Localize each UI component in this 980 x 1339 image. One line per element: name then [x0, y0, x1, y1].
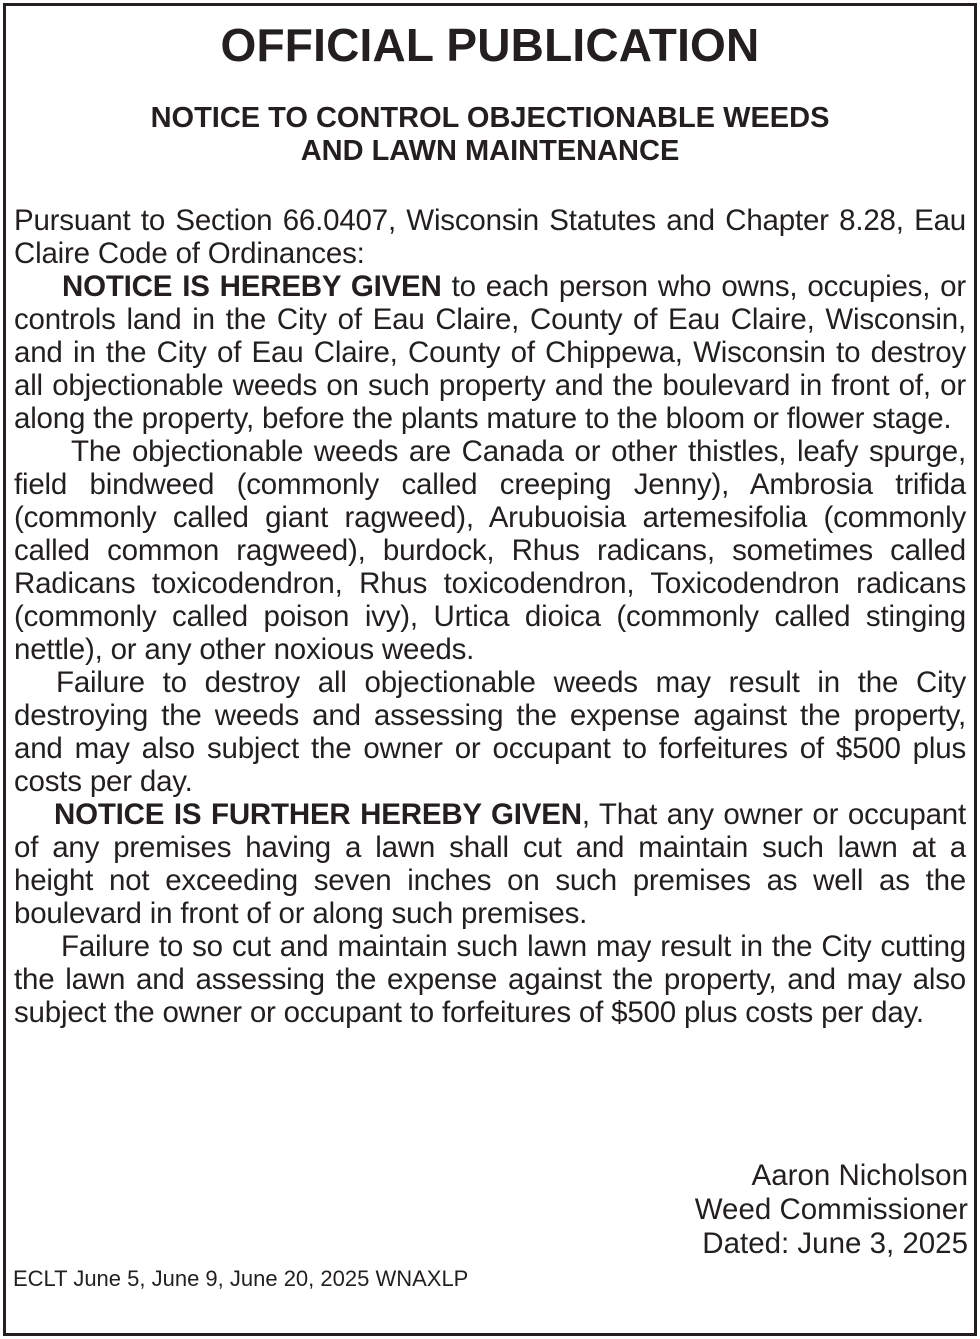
page-title: OFFICIAL PUBLICATION: [220, 19, 760, 71]
weeds-notice-text: to each person who owns, occupies, or controls land in the City of Eau Claire, County of Eau Claire, Wisconsin, and in the City of Eau Claire, County of Chippewa, Wisconsin to destroy all objectionable weeds on such property and the boulevard in front of, or along the property, before the plants mature to the bloom or flower stage.: [14, 270, 966, 435]
legal-notice: [14, 16, 966, 1029]
lawn-notice-text: , That any owner or occupant of any premises having a lawn shall cut and maintain such lawn at a height not exceeding seven inches on such premises as well as the boulevard in front of or along such premises.: [14, 798, 966, 930]
weed-list-paragraph: The objectionable weeds are Canada or other thistles, leafy spurge, field bindweed (commonly called creeping Jenny), Ambrosia trifida (commonly called giant ragweed), Arubuoisia artemesifolia (commonly called common ragweed), burdock, Rhus radicans, sometimes called Radicans toxicodendron, Rhus toxicodendron, Toxicodendron radicans (commonly called poison ivy), Urtica dioica (commonly called stinging nettle), or any other noxious weeds.: [14, 435, 966, 666]
signer-title: Weed Commissioner: [694, 1193, 968, 1226]
further-notice-lead: NOTICE IS FURTHER HEREBY GIVEN: [54, 798, 582, 831]
notice-lead: NOTICE IS HEREBY GIVEN: [62, 270, 442, 303]
weed-penalty-paragraph: Failure to destroy all objectionable weeds may result in the City destroying the weeds and assessing the expense against the property, and may also subject the owner or occupant to forfeitures of $500 plus costs per day.: [14, 666, 966, 798]
notice-subtitle: [14, 102, 966, 168]
notice-body: [14, 204, 966, 1029]
intro-paragraph: Pursuant to Section 66.0407, Wisconsin Statutes and Chapter 8.28, Eau Claire Code of Ordinances:: [14, 204, 966, 270]
signer-name: Aaron Nicholson: [751, 1159, 968, 1192]
weeds-notice-paragraph: [14, 270, 966, 435]
publication-dates: ECLT June 5, June 9, June 20, 2025 WNAXLP: [13, 1266, 469, 1291]
subtitle-line-1: NOTICE TO CONTROL OBJECTIONABLE WEEDS: [150, 102, 830, 134]
subtitle-line-2: AND LAWN MAINTENANCE: [300, 135, 680, 167]
signature-block: [695, 1159, 968, 1261]
lawn-penalty-paragraph: Failure to so cut and maintain such lawn may result in the City cutting the lawn and assessing the expense against the property, and may also subject the owner or occupant to forfeitures of $500 plus costs per day.: [14, 930, 966, 1029]
lawn-notice-paragraph: [14, 798, 966, 930]
date-line: Dated: June 3, 2025: [702, 1227, 968, 1260]
